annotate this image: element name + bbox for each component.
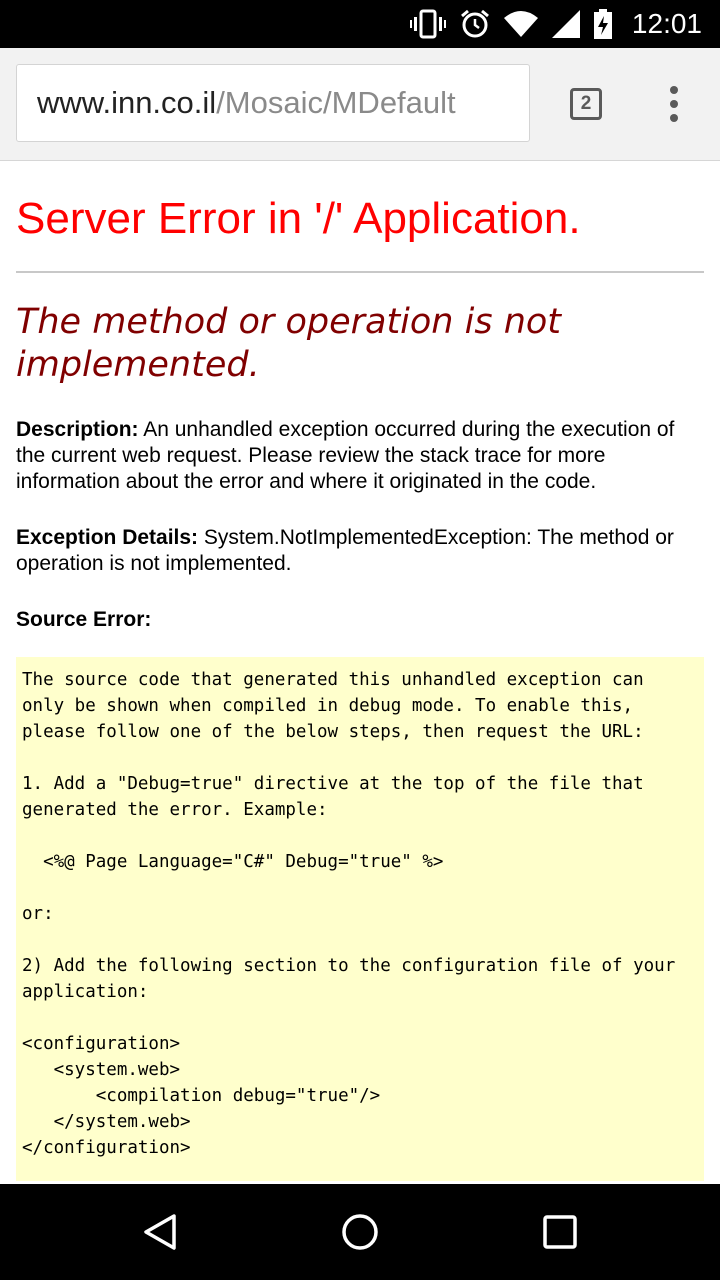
navigation-bar [0, 1184, 720, 1280]
source-error-label: Source Error: [16, 608, 152, 631]
exception-text: System.NotImplementedException: The method or operation is not implemented. [16, 526, 674, 575]
wifi-icon [504, 10, 538, 38]
error-message: The method or operation is not implemented. [16, 302, 562, 385]
description-text: An unhandled exception occurred during the execution of the current web request. Please review the stack trace for more information about the error and where it originated in the code. [16, 418, 675, 493]
exception-label: Exception Details: [16, 526, 199, 549]
back-icon[interactable] [140, 1212, 180, 1252]
status-icons [410, 0, 702, 48]
cell-signal-icon [552, 10, 580, 38]
menu-dot-icon [670, 100, 678, 108]
tab-count: 2 [580, 93, 592, 114]
source-error-section [16, 607, 704, 633]
divider [16, 271, 704, 273]
menu-dot-icon [670, 114, 678, 122]
vibrate-icon [410, 9, 446, 39]
menu-dot-icon [670, 86, 678, 94]
exception-section [16, 525, 704, 577]
battery-charging-icon [594, 9, 612, 39]
page-content [16, 161, 704, 1184]
browser-toolbar [0, 48, 720, 161]
overflow-menu-button[interactable] [660, 86, 688, 122]
description-section [16, 417, 704, 495]
url-bar[interactable] [16, 64, 530, 142]
status-time: 12:01 [631, 8, 702, 39]
recents-icon[interactable] [540, 1212, 580, 1252]
alarm-icon [460, 9, 490, 39]
home-icon[interactable] [340, 1212, 380, 1252]
url-domain: www.inn.co.il [37, 85, 217, 120]
description-label: Description: [16, 418, 139, 441]
source-error-box: The source code that generated this unhandled exception can only be shown when compiled in debug mode. To enable this, please follow one of the below steps, then request the URL: 1. Add a "Debug=true" directive at the top of the file that generated the error. Example: <%@ Page Language="C#" Debug="true" %> or: 2) Add the following section to the configuration file of your application: <configuration> <system.web> <compilation debug="true"/> </system.web> </configuration> [16, 657, 704, 1181]
status-bar [0, 0, 720, 48]
url-path: /Mosaic/MDefault [216, 85, 456, 120]
page-title: Server Error in '/' Application. [16, 194, 581, 243]
tab-switcher-button[interactable] [570, 88, 602, 120]
